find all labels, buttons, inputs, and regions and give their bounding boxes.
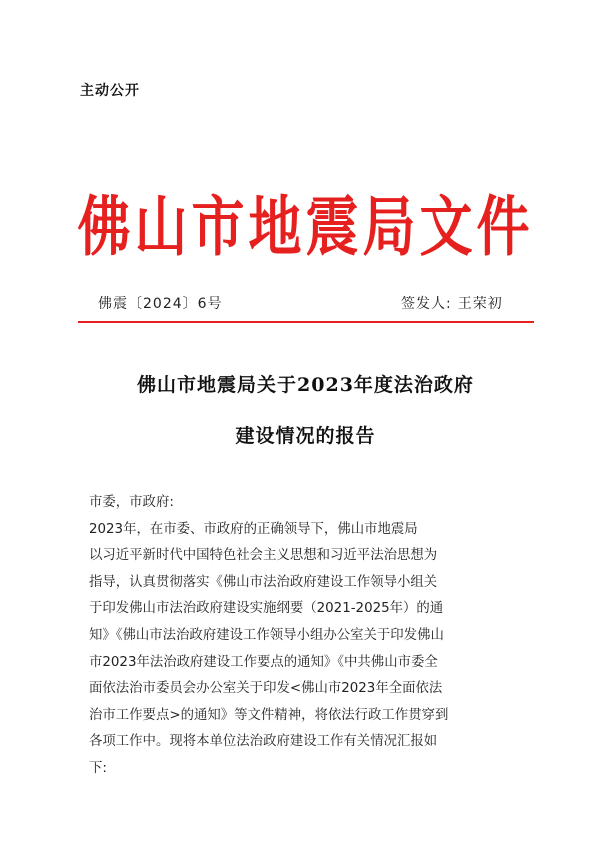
disclosure-label: 主动公开 — [80, 83, 140, 99]
body-line: 治市工作要点>的通知》等文件精神，将依法行政工作贯穿到 — [89, 707, 449, 723]
signer — [401, 293, 503, 313]
masthead-divider — [78, 321, 534, 323]
document-masthead: 佛山市地震局文件 — [77, 189, 534, 266]
body-line: 以习近平新时代中国特色社会主义思想和习近平法治思想为 — [89, 548, 438, 564]
body-line: 各项工作中。现将本单位法治政府建设工作有关情况汇报如 — [89, 734, 438, 750]
document-title-line-2: 建设情况的报告 — [235, 425, 376, 447]
body-line: 市委，市政府: — [89, 495, 174, 510]
body-line: 于印发佛山市法治政府建设实施纲要（2021-2025年）的通 — [89, 601, 444, 617]
body-line: 面依法治市委员会办公室关于印发<佛山市2023年全面依法 — [89, 681, 443, 697]
document-number: 佛震〔2024〕6号 — [98, 296, 223, 312]
signer-label: 签发人: — [401, 296, 452, 312]
body-line: 市2023年法治政府建设工作要点的通知》《中共佛山市委全 — [89, 654, 438, 670]
body-line: 知》《佛山市法治政府建设工作领导小组办公室关于印发佛山 — [89, 627, 444, 643]
body-line: 指导，认真贯彻落实《佛山市法治政府建设工作领导小组关 — [89, 574, 438, 590]
signer-name: 王荣初 — [457, 296, 503, 312]
document-title-line-1: 佛山市地震局关于2023年度法治政府 — [137, 374, 474, 396]
body-line: 下: — [89, 760, 107, 776]
body-line: 2023年，在市委、市政府的正确领导下，佛山市地震局 — [89, 521, 418, 537]
document-body — [89, 490, 523, 783]
